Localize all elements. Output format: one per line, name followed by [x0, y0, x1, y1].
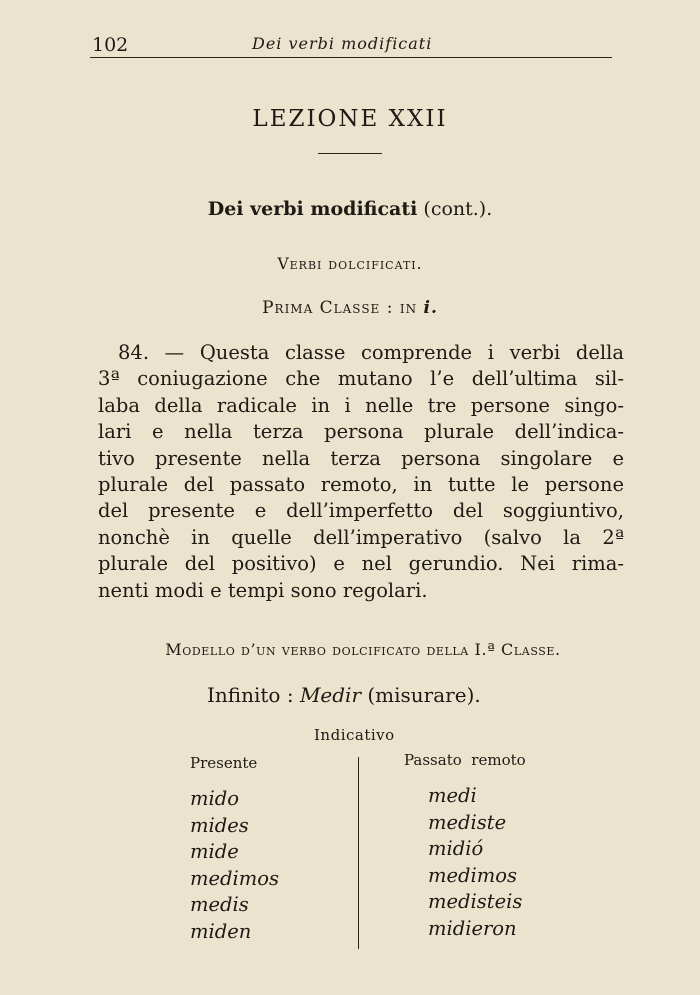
infinitive-gloss: (misurare).: [367, 683, 481, 707]
paragraph-line: 84. — Questa classe comprende i verbi della: [118, 341, 624, 364]
class-heading-prefix: Prima Classe :: [262, 298, 394, 318]
page-number: 102: [92, 34, 129, 56]
running-head: [92, 34, 612, 56]
paragraph-line: tivo presente nella terza persona singolare e: [98, 446, 624, 470]
column-divider: [358, 757, 359, 949]
verb-form: medis: [190, 893, 249, 917]
verb-form: mides: [190, 813, 249, 837]
paragraph-line: nonchè in quelle dell’imperativo (salvo la 2ª: [98, 525, 624, 549]
body-paragraph: [98, 340, 624, 604]
running-title: Dei verbi modificati: [252, 34, 433, 53]
title-rule: [318, 153, 382, 154]
section-heading: [0, 198, 700, 220]
paragraph-line: plurale del positivo) e nel gerundio. Nei rima-: [98, 552, 624, 576]
tense-heading-present: Presente: [190, 754, 258, 772]
verb-form: midió: [428, 837, 484, 861]
paragraph-line: lari e nella terza persona plurale dell’indica-: [98, 420, 624, 444]
header-rule: [90, 57, 612, 58]
verb-form: midieron: [428, 916, 517, 940]
past-forms: [428, 783, 522, 943]
verb-form: medimos: [190, 866, 279, 890]
verb-form: medisteis: [428, 890, 523, 914]
infinitive-line: [207, 683, 481, 707]
verb-form: medimos: [428, 863, 517, 887]
present-forms: [190, 786, 279, 946]
lesson-title: LEZIONE XXII: [252, 106, 448, 132]
infinitive-verb: Medir: [299, 683, 362, 707]
class-heading-emphasis: i.: [423, 298, 438, 318]
class-heading: [0, 298, 700, 318]
verb-form: medi: [428, 784, 477, 807]
verb-form: mediste: [428, 810, 507, 834]
section-heading-suffix: (cont.).: [423, 198, 493, 220]
verb-form: mide: [190, 840, 239, 864]
section-heading-bold: Dei verbi modificati: [207, 198, 418, 220]
subheading: Verbi dolcificati.: [277, 255, 423, 273]
verb-form: miden: [190, 919, 252, 943]
paragraph-line: plurale del passato remoto, in tutte le persone: [98, 472, 624, 496]
paragraph-line: nenti modi e tempi sono regolari.: [98, 578, 428, 602]
paragraph-line: 3ª coniugazione che mutano l’e dell’ultima sil-: [98, 367, 624, 391]
infinitive-label: Infinito :: [207, 683, 294, 707]
paragraph-line: del presente e dell’imperfetto del soggiuntivo,: [98, 499, 624, 523]
verb-form: mido: [190, 787, 239, 810]
model-heading: Modello d’un verbo dolcificato della I.ª Classe.: [165, 640, 561, 659]
paragraph-line: laba della radicale in i nelle tre persone singo-: [98, 393, 624, 417]
tense-heading-past: Passato remoto: [404, 751, 526, 769]
class-heading-suffix: in: [399, 298, 418, 318]
mood-label: Indicativo: [314, 726, 395, 744]
